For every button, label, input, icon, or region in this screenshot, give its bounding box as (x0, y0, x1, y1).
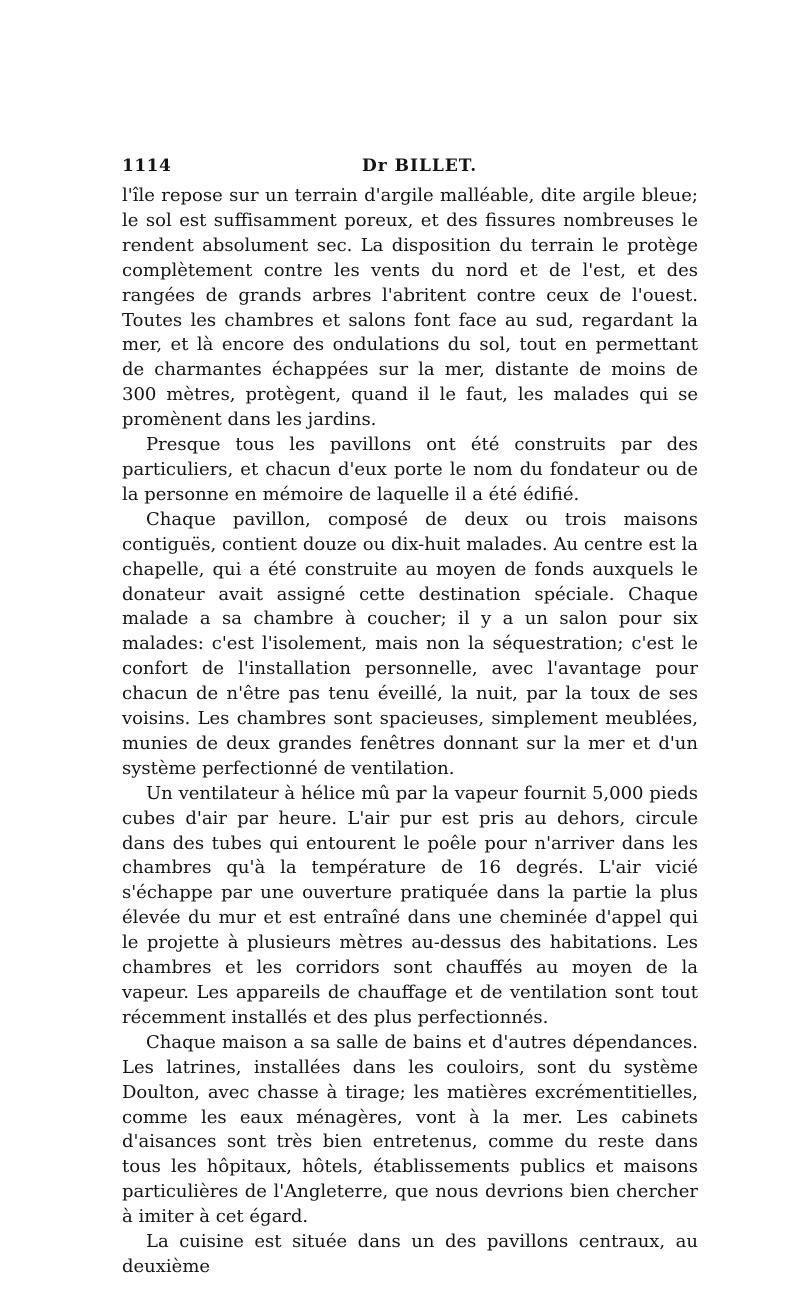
paragraph: Un ventilateur à hélice mû par la vapeur fournit 5,000 pieds cubes d'air par heure. L'air pur est pris au dehors, circule dans des tubes qui entourent le poêle pour n'arriver dans les chambres qu'à la température de 16 degrés. L'air vicié s'échappe par une ouverture pratiquée dans la partie la plus élevée du mur et est entraîné dans une cheminée d'appel qui le projette à plusieurs mètres au-dessus des habitations. Les chambres et les corridors sont chauffés au moyen de la vapeur. Les appareils de chauffage et de ventilation sont tout récemment installés et des plus perfectionnés. (122, 782, 698, 1028)
page-number: 1114 (122, 156, 172, 176)
paragraph: Chaque pavillon, composé de deux ou trois maisons contiguës, contient douze ou dix-huit malades. Au centre est la chapelle, qui a été construite au moyen de fonds auxquels le donateur avait assigné cette destination spéciale. Chaque malade a sa chambre à coucher; il y a un salon pour six malades: c'est l'isolement, mais non la séquestration; c'est le confort de l'installation personnelle, avec l'avantage pour chacun de n'être pas tenu éveillé, la nuit, par la toux de ses voisins. Les chambres sont spacieuses, simplement meublées, munies de deux grandes fenêtres donnant sur la mer et d'un système perfectionné de ventilation. (122, 508, 698, 779)
paragraph: Presque tous les pavillons ont été construits par des particuliers, et chacun d'eux porte le nom du fondateur ou de la personne en mémoire de laquelle il a été édifié. (122, 434, 698, 505)
running-header (122, 156, 698, 180)
paragraph: Chaque maison a sa salle de bains et d'autres dépendances. Les latrines, installées dans les couloirs, sont du système Doulton, avec chasse à tirage; les matières excrémentitielles, comme les eaux ménagères, vont à la mer. Les cabinets d'aisances sont très bien entretenus, comme du reste dans tous les hôpitaux, hôtels, établissements publics et maisons particulières de l'Angleterre, que nous devrions bien chercher à imiter à cet égard. (122, 1031, 698, 1228)
running-title: Dr BILLET. (362, 156, 478, 176)
paragraph: l'île repose sur un terrain d'argile malléable, dite argile bleue; le sol est suffisamment poreux, et des fissures nombreuses le rendent absolument sec. La disposition du terrain le protège complètement contre les vents du nord et de l'est, et des rangées de grands arbres l'abritent contre ceux de l'ouest. Toutes les chambres et salons font face au sud, regardant la mer, et là encore des ondulations du sol, tout en permettant de charmantes échappées sur la mer, distante de moins de 300 mètres, protègent, quand il le faut, les malades qui se promènent dans les jardins. (122, 185, 698, 431)
body-text (122, 184, 698, 1280)
paragraph: La cuisine est située dans un des pavillons centraux, au deuxième (122, 1231, 698, 1277)
